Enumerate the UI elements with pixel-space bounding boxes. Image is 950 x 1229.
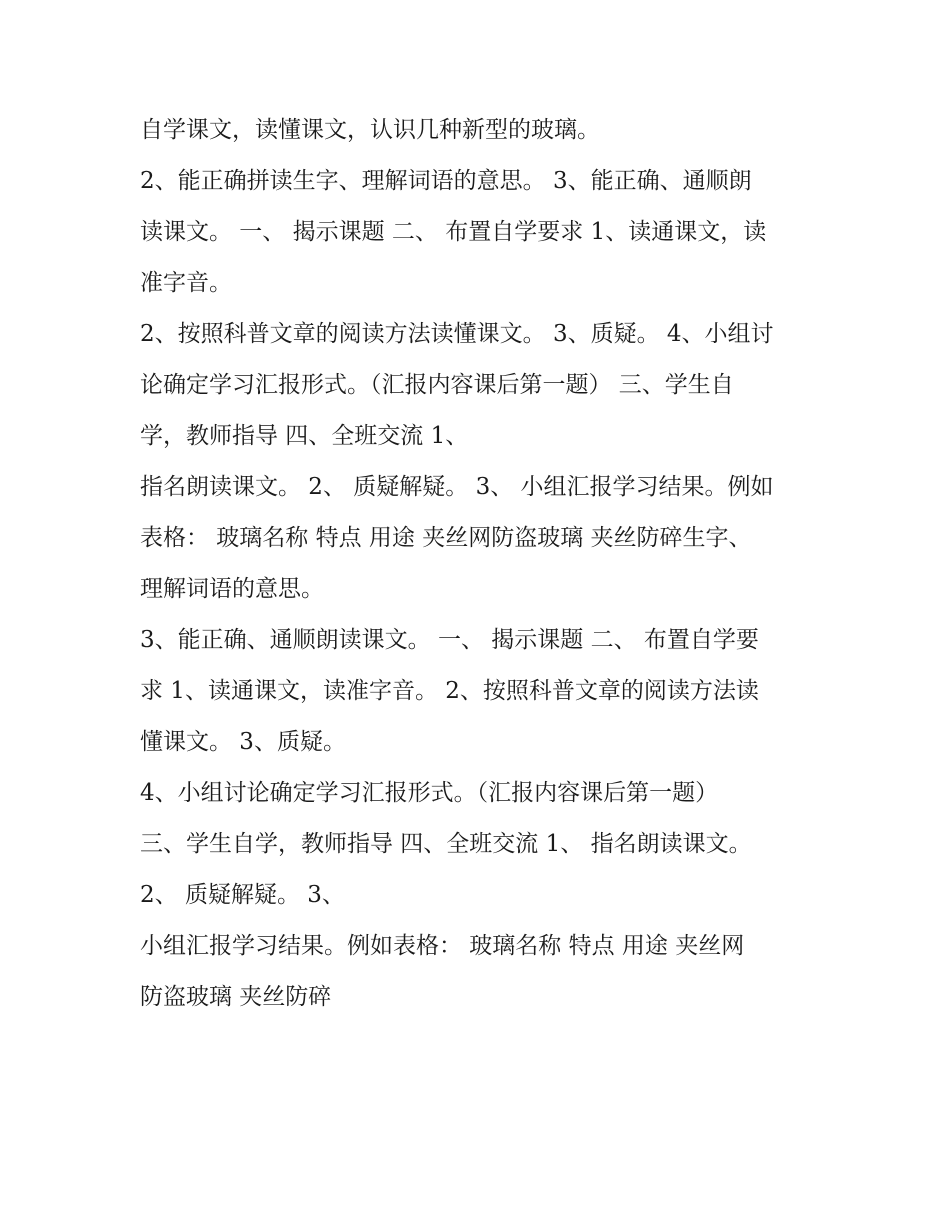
text-line: 表格： 玻璃名称 特点 用途 夹丝网防盗玻璃 夹丝防碎生字、 (140, 525, 752, 551)
text-line: 懂课文。 3、质疑。 (140, 729, 346, 755)
text-line: 读课文。 一、 揭示课题 二、 布置自学要求 1、读通课文，读 (140, 219, 767, 245)
text-line: 学，教师指导 四、全班交流 1、 (140, 423, 469, 449)
text-line: 2、按照科普文章的阅读方法读懂课文。 3、质疑。 4、小组讨 (140, 321, 774, 347)
text-line: 2、能正确拼读生字、理解词语的意思。 3、能正确、通顺朗 (140, 168, 752, 194)
text-line: 防盗玻璃 夹丝防碎 (140, 984, 332, 1010)
text-line: 小组汇报学习结果。例如表格： 玻璃名称 特点 用途 夹丝网 (140, 933, 745, 959)
text-line: 三、学生自学，教师指导 四、全班交流 1、 指名朗读课文。 (140, 831, 752, 857)
text-line: 求 1、读通课文，读准字音。 2、按照科普文章的阅读方法读 (140, 678, 759, 704)
text-line: 3、能正确、通顺朗读课文。 一、 揭示课题 二、 布置自学要 (140, 627, 759, 653)
text-line: 2、 质疑解疑。 3、 (140, 882, 345, 908)
text-line: 论确定学习汇报形式。（汇报内容课后第一题） 三、学生自 (140, 372, 734, 398)
text-line: 理解词语的意思。 (140, 576, 324, 602)
text-line: 4、小组讨论确定学习汇报形式。（汇报内容课后第一题） (140, 780, 719, 806)
body-text (140, 105, 820, 1023)
text-line: 准字音。 (140, 270, 232, 296)
text-line: 自学课文，读懂课文，认识几种新型的玻璃。 (140, 117, 600, 143)
text-line: 指名朗读课文。 2、 质疑解疑。 3、 小组汇报学习结果。例如 (140, 474, 774, 500)
